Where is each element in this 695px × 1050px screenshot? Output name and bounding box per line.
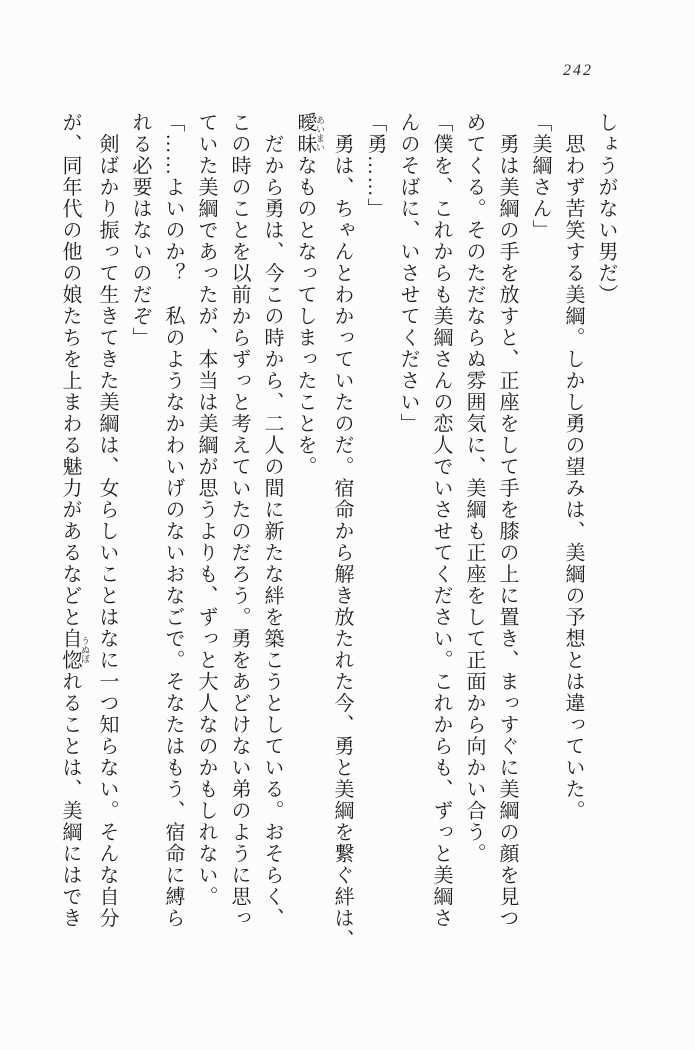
text-area	[53, 112, 622, 970]
text-line: ていた美綱であったが、本当は美綱が思うよりも、ずっと大人なのかもしれない。	[195, 112, 217, 908]
text-line: 曖昧 あいまいなものとなってしまったことを。	[294, 112, 325, 478]
text-line: めてくる。そのただならぬ雰囲気に、美綱も正座をして正面から向かい合う。	[463, 112, 485, 865]
text-line: しょうがない男だ）	[595, 112, 617, 306]
text-line: 「僕を、これからも美綱さんの恋人でいさせてください。これからも、ずっと美綱さ	[430, 112, 452, 929]
text-line: が、同年代の他の娘たちを上まわる魅力があるなどと自惚 うぬぼれることは、美綱にはでき	[59, 112, 90, 929]
ruby-annotated-word: 曖昧 あいまい	[294, 112, 325, 155]
text-line: 「勇……」	[364, 112, 386, 220]
text-line: この時のことを以前からずっと考えていたのだろう。勇をあどけない弟のように思っ	[228, 112, 250, 929]
ruby-annotated-word: 自惚 うぬぼ	[59, 628, 90, 671]
text-line: 「美綱さん」	[529, 112, 551, 241]
text-line: 勇は美綱の手を放すと、正座をして手を膝の上に置き、まっすぐに美綱の顔を見つ	[496, 112, 518, 929]
page-number: 242	[563, 62, 593, 79]
text-line: 思わず苦笑する美綱。しかし勇の望みは、美綱の予想とは違っていた。	[562, 112, 584, 822]
text-line: んのそばに、いさせてください」	[397, 112, 419, 435]
text-line: れる必要はないのだぞ」	[129, 112, 151, 349]
text-line: 剣ばかり振って生きてきた美綱は、女らしいことはなに一つ知らない。そんな自分	[96, 112, 118, 929]
text-line: だから勇は、今この時から、二人の間に新たな絆を築こうとしている。おそらく、	[261, 112, 283, 929]
text-line: 「……よいのか？ 私のようなかわいげのないおなごで。そなたはもう、宿命に縛ら	[162, 112, 184, 929]
text-line: 勇は、ちゃんとわかっていたのだ。宿命から解き放たれた今、勇と美綱を繋ぐ絆は、	[331, 112, 353, 951]
